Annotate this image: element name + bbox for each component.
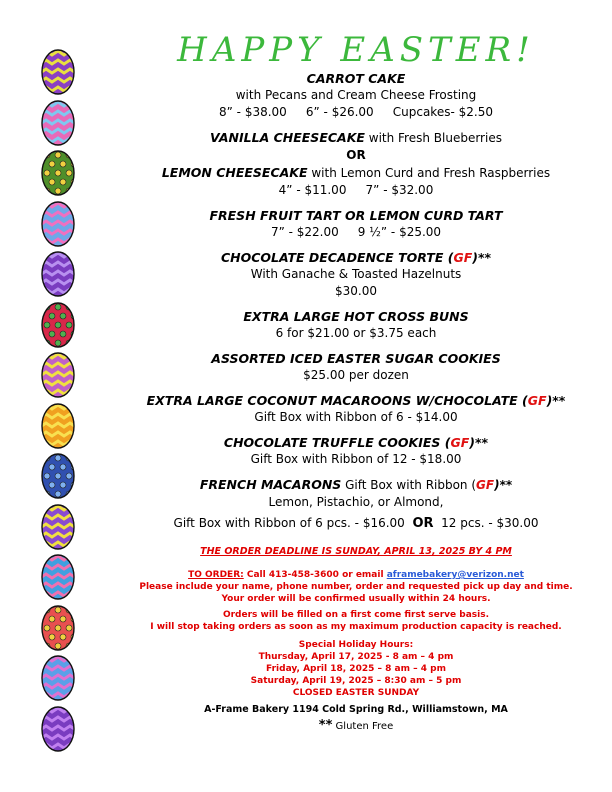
email-link[interactable]: aframebakery@verizon.net <box>386 570 524 580</box>
gf-mark: ** <box>318 718 333 733</box>
lemon-cheesecake-title: LEMON CHEESECAKE <box>161 165 308 180</box>
macaroons-price: Gift Box with Ribbon of 6 - $14.00 <box>254 410 458 424</box>
easter-egg-icon <box>40 654 76 702</box>
to-order-text: Call 413-458-3600 or email <box>243 570 387 580</box>
macarons-flavors: Lemon, Pistachio, or Almond, <box>268 495 444 509</box>
easter-egg-icon <box>40 99 76 147</box>
carrot-cake-desc: with Pecans and Cream Cheese Frosting <box>235 88 477 102</box>
carrot-cake-prices: 8” - $38.00 6” - $26.00 Cupcakes- $2.50 <box>219 105 493 119</box>
macarons-price-a: Gift Box with Ribbon of 6 pcs. - $16.00 <box>173 516 413 530</box>
to-order-label: TO ORDER: <box>188 570 244 580</box>
easter-egg-icon <box>40 553 76 601</box>
macarons-name: FRENCH MACARONS <box>199 477 342 492</box>
gf-text: Gluten Free <box>332 721 394 732</box>
macaroons-suffix: )** <box>546 393 566 408</box>
serve-line-1: Orders will be filled on a first come first serve basis. <box>222 610 490 620</box>
macaroons-gf: GF <box>527 393 547 408</box>
macarons-price-b: 12 pcs. - $30.00 <box>433 516 539 530</box>
order-deadline: THE ORDER DEADLINE IS SUNDAY, APRIL 13, 2025 BY 4 PM <box>200 546 512 557</box>
easter-egg-icon <box>40 149 76 197</box>
truffle-gf: GF <box>450 435 470 450</box>
macarons-desc: Gift Box with Ribbon ( <box>341 478 477 492</box>
tart-prices: 7” - $22.00 9 ½” - $25.00 <box>270 225 442 239</box>
torte-gf: GF <box>453 250 473 265</box>
truffle-title <box>100 434 612 451</box>
torte-desc: With Ganache & Toasted Hazelnuts <box>250 267 462 281</box>
tart-title: FRESH FRUIT TART OR LEMON CURD TART <box>209 208 503 223</box>
easter-egg-icon <box>40 200 76 248</box>
truffle-name: CHOCOLATE TRUFFLE COOKIES ( <box>223 435 451 450</box>
macarons-prices <box>100 515 612 532</box>
easter-egg-icon <box>40 48 76 96</box>
truffle-price: Gift Box with Ribbon of 12 - $18.00 <box>250 452 462 466</box>
hours-heading: Special Holiday Hours: <box>298 640 414 650</box>
cookies-title: ASSORTED ICED EASTER SUGAR COOKIES <box>211 351 501 366</box>
gluten-free-note <box>100 719 612 734</box>
torte-price: $30.00 <box>335 284 377 298</box>
easter-egg-icon <box>40 250 76 298</box>
macarons-title <box>100 476 612 494</box>
cookies-price: $25.00 per dozen <box>303 368 409 382</box>
lemon-cheesecake-prices: 4” - $11.00 7” - $32.00 <box>278 183 434 197</box>
easter-egg-icon <box>40 452 76 500</box>
easter-egg-icon <box>40 351 76 399</box>
buns-price: 6 for $21.00 or $3.75 each <box>275 326 437 340</box>
order-info-2: Your order will be confirmed usually within 24 hours. <box>221 594 491 604</box>
macarons-gf: GF <box>476 478 495 492</box>
torte-title <box>100 249 612 266</box>
vanilla-cheesecake-desc: with Fresh Blueberries <box>364 131 502 145</box>
to-order-line <box>100 569 612 581</box>
lemon-cheesecake-desc: with Lemon Curd and Fresh Raspberries <box>307 166 551 180</box>
macarons-suffix: )** <box>494 478 513 492</box>
carrot-cake-title: CARROT CAKE <box>306 71 406 86</box>
hours-line: Thursday, April 17, 2025 - 8 am – 4 pm <box>258 652 454 662</box>
hours-line: Saturday, April 19, 2025 – 8:30 am – 5 pm <box>250 676 462 686</box>
serve-line-2: I will stop taking orders as soon as my maximum production capacity is reached. <box>150 622 562 632</box>
macaroons-name: EXTRA LARGE COCONUT MACAROONS W/CHOCOLATE ( <box>146 393 528 408</box>
bakery-address: A-Frame Bakery 1194 Cold Spring Rd., Williamstown, MA <box>204 704 508 715</box>
closed-sunday: CLOSED EASTER SUNDAY <box>292 688 420 698</box>
page-title: HAPPY EASTER! <box>177 30 535 70</box>
easter-egg-icon <box>40 402 76 450</box>
easter-egg-icon <box>40 705 76 753</box>
easter-egg-icon <box>40 503 76 551</box>
hours-line: Friday, April 18, 2025 – 8 am – 4 pm <box>266 664 446 674</box>
truffle-suffix: )** <box>469 435 489 450</box>
menu-content <box>100 30 612 734</box>
easter-egg-icon <box>40 604 76 652</box>
torte-name: CHOCOLATE DECADENCE TORTE ( <box>220 250 454 265</box>
buns-title: EXTRA LARGE HOT CROSS BUNS <box>243 309 469 324</box>
macarons-or: OR <box>412 516 434 531</box>
macaroons-title <box>100 392 612 409</box>
vanilla-cheesecake-title: VANILLA CHEESECAKE <box>210 130 365 145</box>
vanilla-cheesecake-line <box>100 129 612 147</box>
lemon-cheesecake-line <box>100 164 612 182</box>
torte-suffix: )** <box>472 250 492 265</box>
easter-egg-icon <box>40 301 76 349</box>
order-info-1: Please include your name, phone number, order and requested pick up day and time. <box>139 582 573 592</box>
or-divider: OR <box>346 148 366 162</box>
